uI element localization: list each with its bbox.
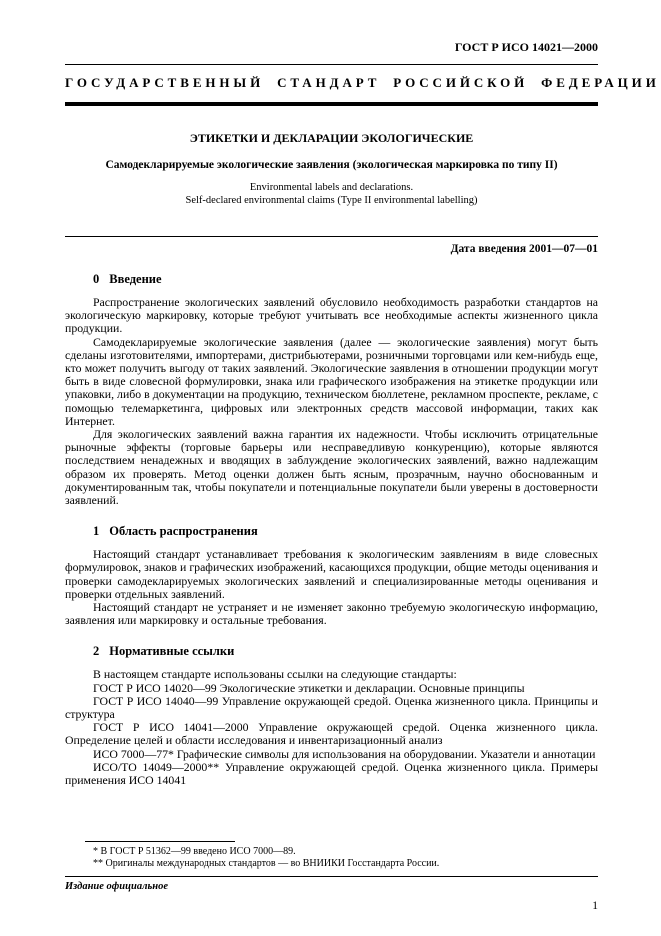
section-heading-introduction bbox=[65, 272, 598, 287]
effective-date: Дата введения 2001—07—01 bbox=[450, 243, 598, 255]
standard-type-title: ГОСУДАРСТВЕННЫЙ СТАНДАРТ РОССИЙСКОЙ ФЕДЕРАЦИИ bbox=[65, 75, 660, 90]
reference-item: ГОСТ Р ИСО 14020—99 Экологические этикетки и декларации. Основные принципы bbox=[93, 680, 525, 695]
section-title: Область распространения bbox=[109, 524, 258, 539]
date-rule bbox=[65, 236, 598, 237]
footnote: * В ГОСТ Р 51362—99 введено ИСО 7000—89. bbox=[93, 846, 296, 857]
footnote: ** Оригиналы международных стандартов — во ВНИИКИ Госстандарта России. bbox=[93, 858, 440, 869]
official-edition-label: Издание официальное bbox=[65, 881, 169, 892]
footer-rule bbox=[65, 876, 598, 877]
section-number: 0 bbox=[93, 272, 100, 286]
section-number: 2 bbox=[93, 644, 100, 659]
section-heading-normative-references bbox=[65, 644, 598, 659]
paragraph: Самодекларируемые экологические заявления (далее — экологические заявления) могут быть сделаны изготовителями, импортерами, дистрибьютерами, розничными торговцами или кем-нибудь еще, кто может получить выгоду от таких заявлений. Экологические заявления в отношении продукции могут быть в виде словесной формулировки, знака или графического изображения на этикетке продукции или упаковки, либо в документации на продукцию, техническом бюллетене, рекламном проспекте, рекламе, с помощью телемаркетинга, цифровых или электронных средств массовой информации, таких как Интернет. bbox=[65, 334, 598, 428]
english-title-line2: Self-declared environmental claims (Type II environmental labelling) bbox=[185, 194, 478, 206]
english-title-line1: Environmental labels and declarations. bbox=[249, 182, 414, 193]
paragraph: Настоящий стандарт устанавливает требования к экологическим заявлениям в виде словесных формулировок, знаков и графических изображений, касающихся продукции, общие методы оценивания и проверки самодекларируемых экологических заявлений и специализированные методы оценивания и проверки отдельных заявлений. bbox=[65, 547, 598, 601]
section-heading-scope bbox=[65, 524, 598, 539]
doc-code: ГОСТ Р ИСО 14021—2000 bbox=[454, 40, 598, 54]
footnote-rule bbox=[85, 841, 235, 842]
reference-item: ИСО 7000—77* Графические символы для использования на оборудовании. Указатели и аннотации bbox=[93, 746, 596, 761]
page-number: 1 bbox=[592, 900, 598, 912]
paragraph: В настоящем стандарте использованы ссылки на следующие стандарты: bbox=[93, 667, 457, 682]
document-title: ЭТИКЕТКИ И ДЕКЛАРАЦИИ ЭКОЛОГИЧЕСКИЕ bbox=[189, 131, 474, 145]
english-title bbox=[65, 182, 598, 207]
paragraph: Настоящий стандарт не устраняет и не изменяет законно требуемую экологическую информацию, заявления или маркировку и остальные требования. bbox=[65, 600, 598, 628]
section-title: Нормативные ссылки bbox=[109, 644, 235, 659]
reference-item: ГОСТ Р ИСО 14040—99 Управление окружающей средой. Оценка жизненного цикла. Принципы и структура bbox=[65, 693, 598, 722]
section-title: Введение bbox=[109, 272, 162, 286]
paragraph: Распространение экологических заявлений обусловило необходимость разработки стандартов на экологическую маркировку, которые требуют учитывать все необходимые аспекты жизненного цикла продукции. bbox=[65, 295, 598, 336]
section-number: 1 bbox=[93, 524, 100, 539]
header-rule-bottom bbox=[65, 102, 598, 106]
reference-item: ИСО/ТО 14049—2000** Управление окружающей средой. Оценка жизненного цикла. Примеры применения ИСО 14041 bbox=[65, 759, 598, 788]
page-footer bbox=[65, 841, 598, 912]
reference-item: ГОСТ Р ИСО 14041—2000 Управление окружающей средой. Оценка жизненного цикла. Определение целей и области исследования и инвентаризационный анализ bbox=[65, 720, 598, 748]
document-subtitle: Самодекларируемые экологические заявления (экологическая маркировка по типу II) bbox=[105, 159, 558, 171]
paragraph: Для экологических заявлений важна гарантия их надежности. Чтобы исключить отрицательные рыночные эффекты (торговые барьеры или несправедливую конкуренцию), которые являются последствием ненадежных и вводящих в заблуждение экологических заявлений, важно надлежащим образом их проверять. Метод оценки должен быть ясным, прозрачным, научно обоснованным и документированным так, чтобы покупатели и потенциальные покупатели были уверены в достоверности заявлений. bbox=[65, 427, 598, 508]
